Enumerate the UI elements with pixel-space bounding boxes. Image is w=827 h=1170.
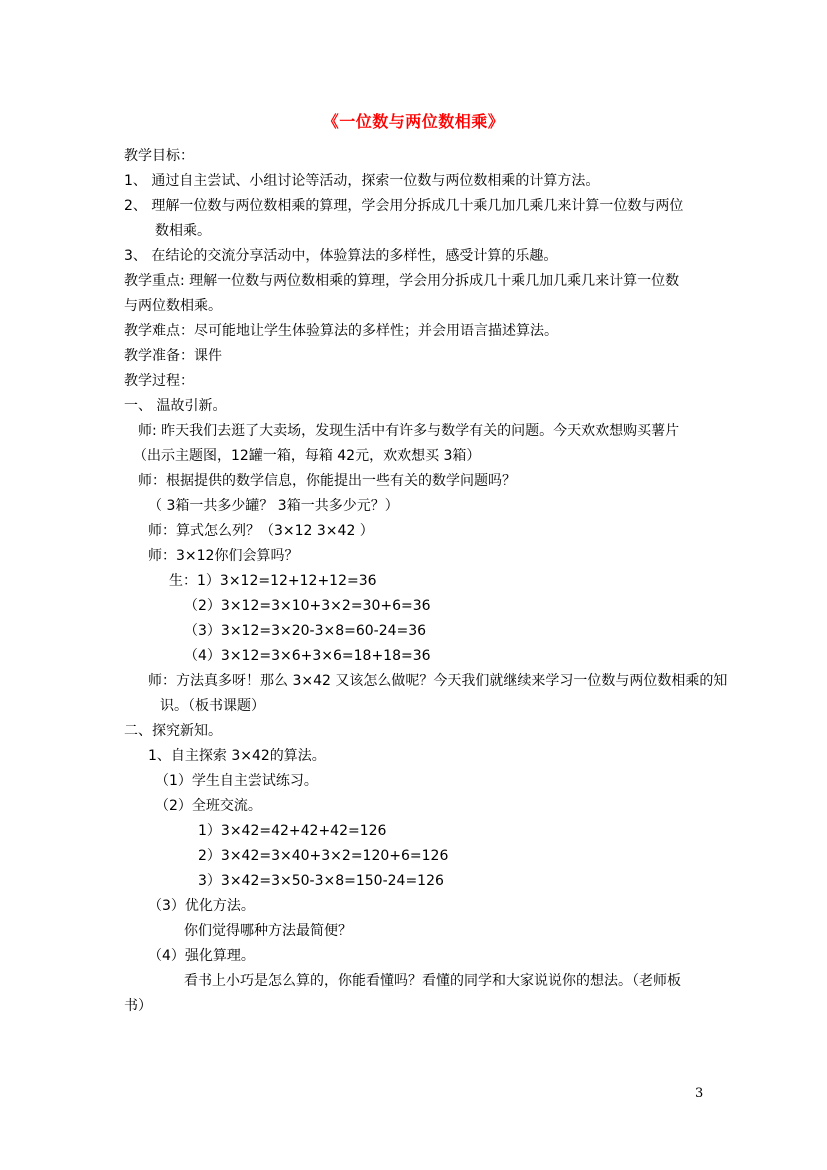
text-line: 识。（板书课题） [160,698,265,714]
text-line: （2）3×12=3×10+3×2=30+6=36 [184,598,431,614]
text-line: （3）优化方法。 [148,898,255,914]
text-line: 数相乘。 [155,223,211,239]
text-line: 2）3×42=3×40+3×2=120+6=126 [198,848,449,864]
text-line: 二、探究新知。 [124,723,222,739]
text-line: （3）3×12=3×20-3×8=60-24=36 [184,623,427,639]
text-line: 教学难点：尽可能地让学生体验算法的多样性；并会用语言描述算法。 [124,323,558,339]
page-number: 3 [695,1086,704,1101]
text-line: 3）3×42=3×50-3×8=150-24=126 [198,873,444,889]
text-line: （4）强化算理。 [148,948,255,964]
text-line: 3、 在结论的交流分享活动中，体验算法的多样性，感受计算的乐趣。 [124,248,558,264]
text-line: 你们觉得哪种方法最简便？ [184,923,352,939]
text-line: 一、 温故引新。 [124,398,227,414]
document-title: 《一位数与两位数相乘》 [322,112,505,131]
text-line: 1、 通过自主尝试、小组讨论等活动，探索一位数与两位数相乘的计算方法。 [124,173,600,189]
text-line: 1、自主探索 3×42的算法。 [148,748,326,764]
text-line: 1）3×42=42+42+42=126 [198,823,387,839]
text-line: 书） [124,998,152,1014]
text-line: 师: 昨天我们去逛了大卖场，发现生活中有许多与数学有关的问题。今天欢欢想购买薯片 [138,423,680,439]
text-line: 生：1）3×12=12+12+12=36 [169,573,377,589]
text-line: （4）3×12=3×6+3×6=18+18=36 [184,648,431,664]
text-line: 与两位数相乘。 [124,298,222,314]
text-line: 教学目标： [124,148,194,164]
text-line: （出示主题图，12罐一箱，每箱 42元，欢欢想买 3箱） [133,448,481,464]
text-line: （ 3箱一共多少罐？ 3箱一共多少元？） [148,498,399,514]
text-line: 看书上小巧是怎么算的，你能看懂吗？看懂的同学和大家说说你的想法。（老师板 [184,973,681,989]
text-line: 教学过程： [124,373,194,389]
text-line: 教学重点: 理解一位数与两位数相乘的算理，学会用分拆成几十乘几加几乘几来计算一位数 [124,273,680,289]
text-line: 师：根据提供的数学信息，你能提出一些有关的数学问题吗？ [138,473,516,489]
text-line: 师：方法真多呀！那么 3×42 又该怎么做呢？今天我们就继续来学习一位数与两位数相乘的知 [148,673,728,689]
text-line: （2）全班交流。 [155,798,262,814]
text-line: 师：3×12你们会算吗？ [148,548,299,564]
text-line: 2、 理解一位数与两位数相乘的算理，学会用分拆成几十乘几加几乘几来计算一位数与两位 [124,198,684,214]
text-line: （1）学生自主尝试练习。 [155,773,318,789]
text-line: 师：算式怎么列？（3×12 3×42 ） [148,523,374,539]
text-line: 教学准备：课件 [124,348,222,364]
